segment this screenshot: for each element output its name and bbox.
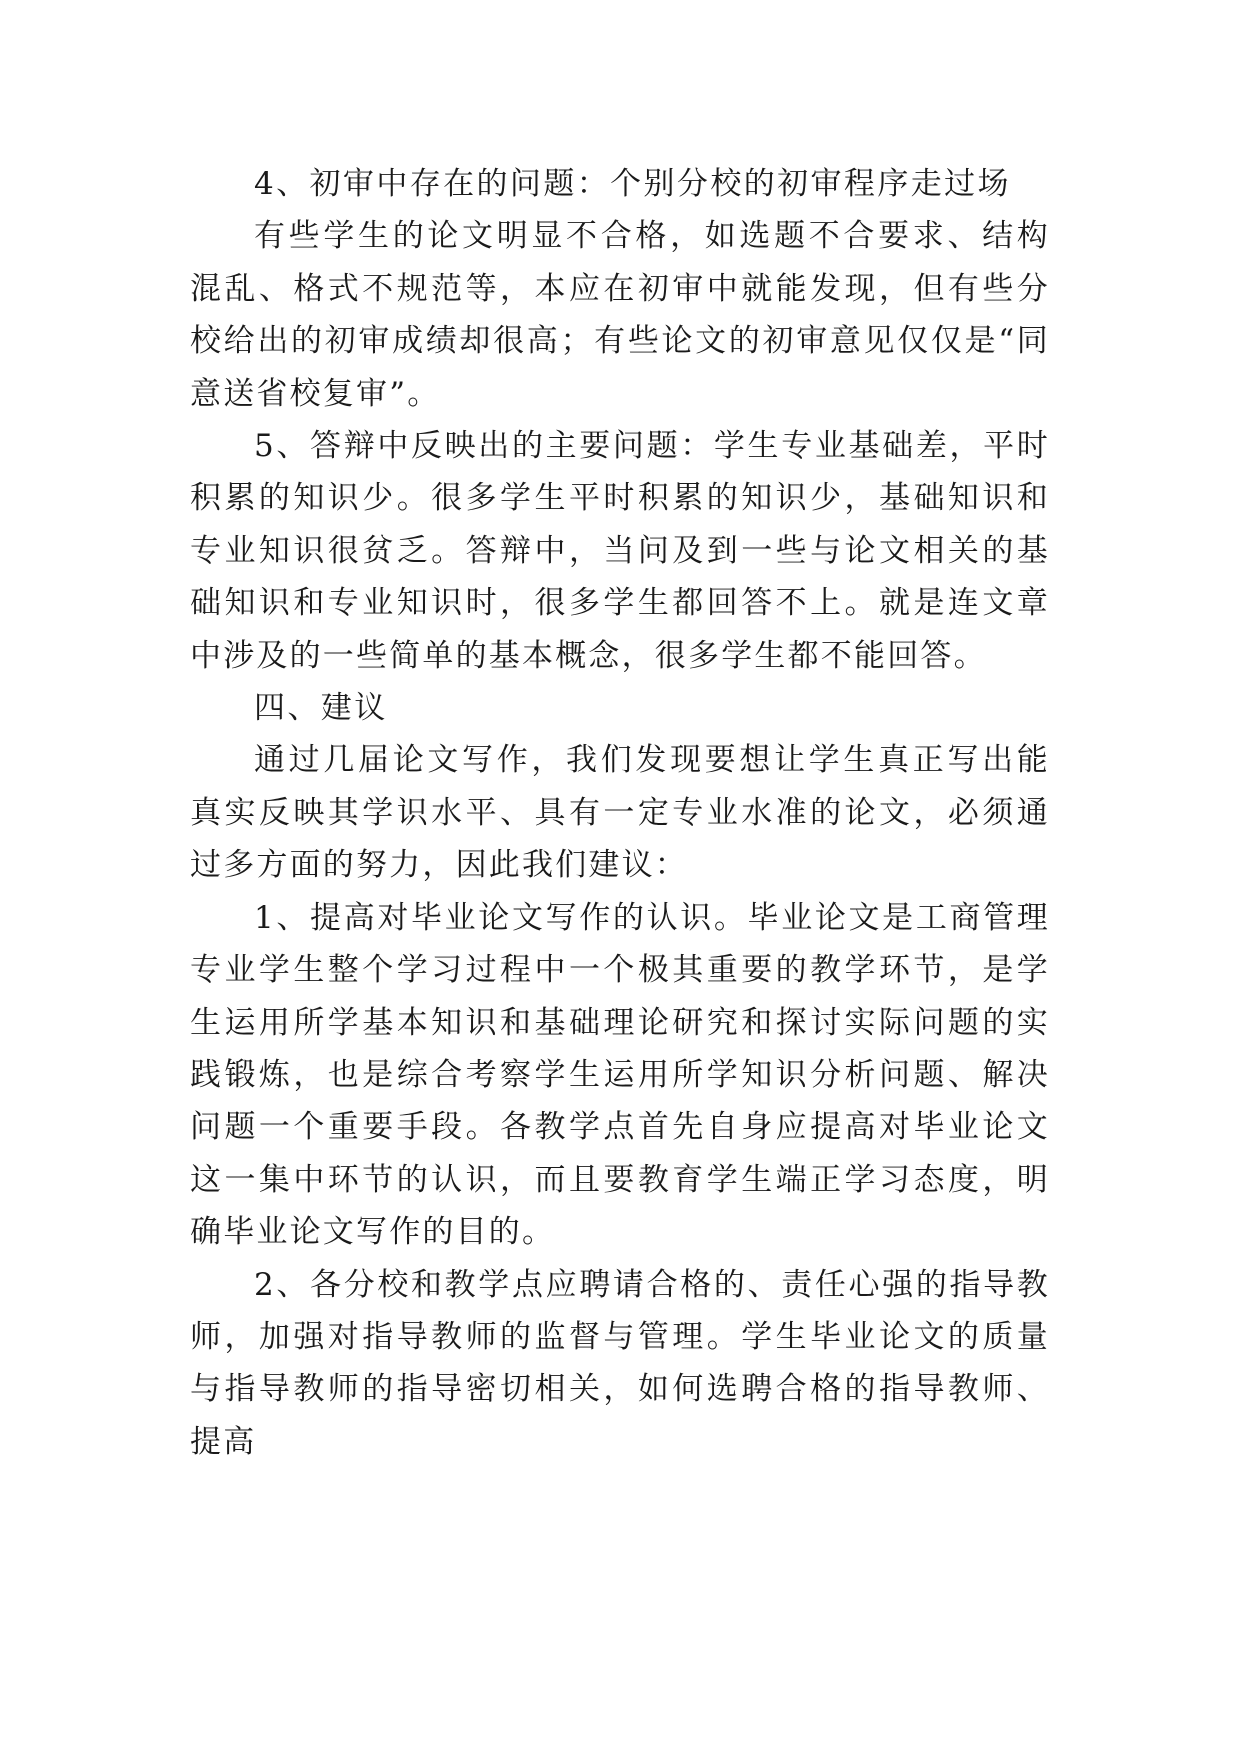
paragraph-suggestions-intro: 通过几届论文写作，我们发现要想让学生真正写出能真实反映其学识水平、具有一定专业水准的论文，必须通过多方面的努力，因此我们建议： [190, 742, 1050, 884]
subsection-heading-initial-review-issues: 4、初审中存在的问题：个别分校的初审程序走过场 [254, 166, 1011, 202]
paragraph-suggestion-1: 1、提高对毕业论文写作的认识。毕业论文是工商管理专业学生整个学习过程中一个极其重要的教学环节，是学生运用所学基本知识和基础理论研究和探讨实际问题的实践锻炼，也是综合考察学生运用所学知识分析问题、解决问题一个重要手段。各教学点首先自身应提高对毕业论文这一集中环节的认识，而且要教育学生端正学习态度，明确毕业论文写作的目的。 [190, 899, 1050, 1251]
document-page [190, 158, 1050, 1468]
section-heading-suggestions: 四、建议 [254, 690, 388, 727]
paragraph-initial-review-details: 有些学生的论文明显不合格，如选题不合要求、结构混乱、格式不规范等，本应在初审中就能发现，但有些分校给出的初审成绩却很高；有些论文的初审意见仅仅是“同意送省校复审”。 [190, 218, 1050, 412]
paragraph-defense-issues: 5、答辩中反映出的主要问题：学生专业基础差，平时积累的知识少。很多学生平时积累的知识少，基础知识和专业知识很贫乏。答辩中，当问及到一些与论文相关的基础知识和专业知识时，很多学生都回答不上。就是连文章中涉及的一些简单的基本概念，很多学生都不能回答。 [190, 428, 1050, 674]
paragraph-suggestion-2: 2、各分校和教学点应聘请合格的、责任心强的指导教师，加强对指导教师的监督与管理。学生毕业论文的质量与指导教师的指导密切相关，如何选聘合格的指导教师、提高 [190, 1266, 1050, 1460]
